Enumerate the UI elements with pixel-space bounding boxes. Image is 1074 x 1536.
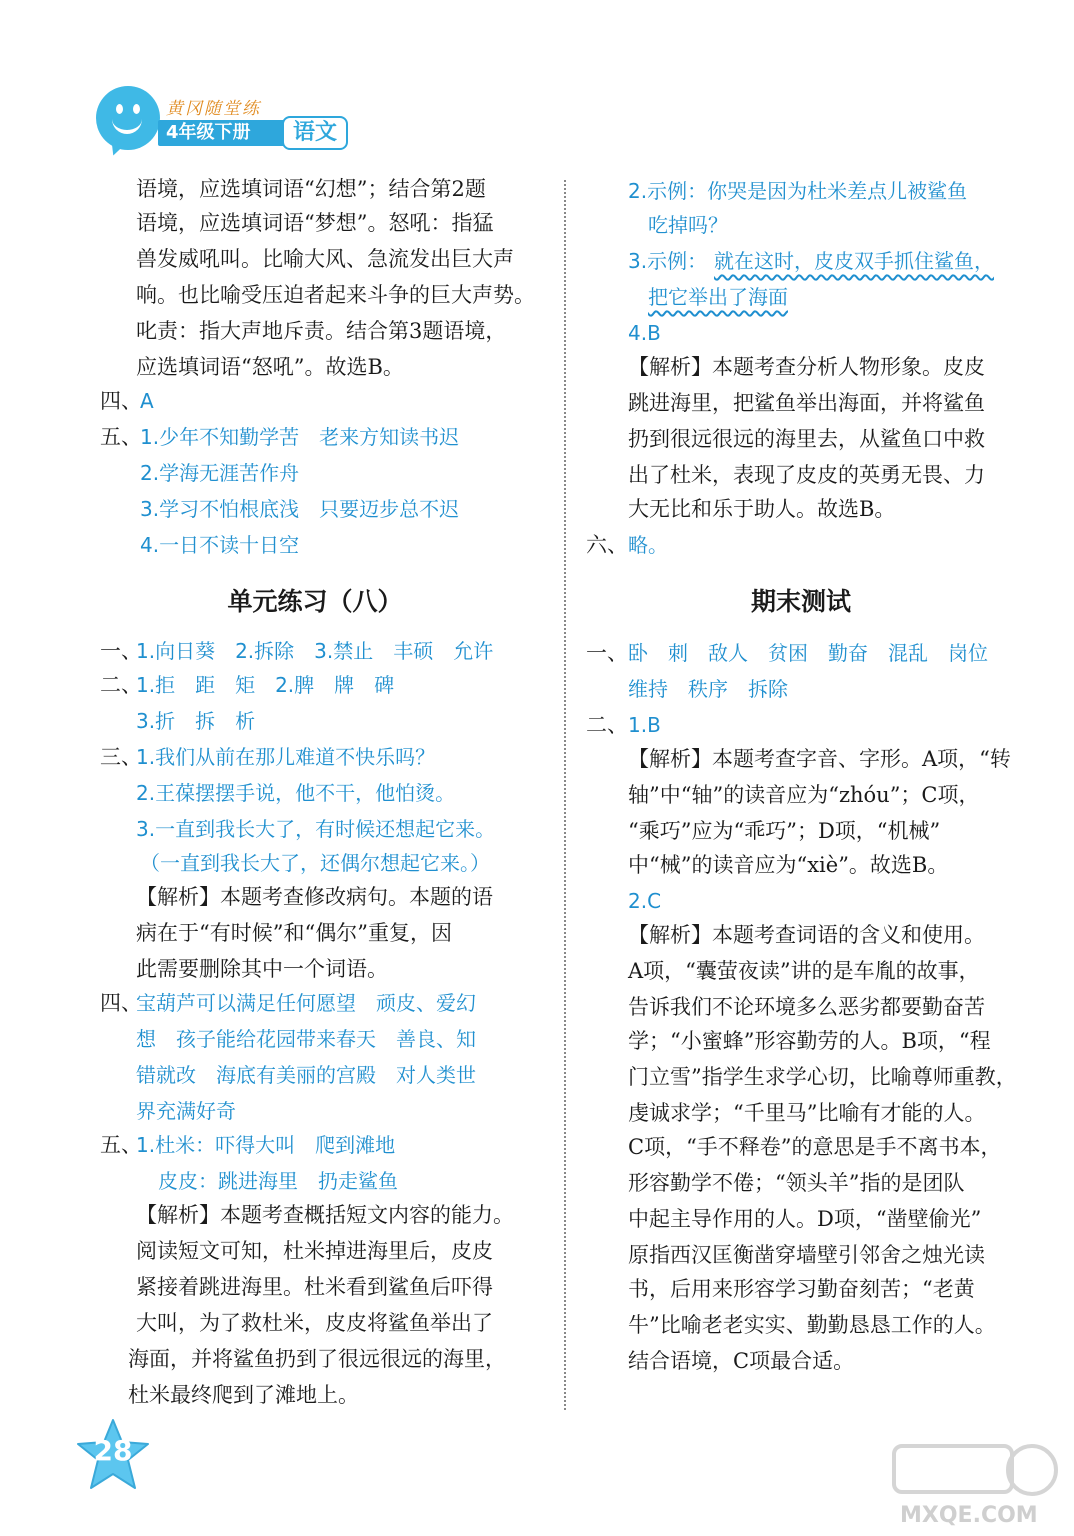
answer-text: 就在这时，皮皮双手抓住鲨鱼， <box>714 249 994 273</box>
answer-text: 2.学海无涯苦作舟 <box>140 461 300 485</box>
analysis-text: 出了杜米，表现了皮皮的英勇无畏、力 <box>628 463 985 487</box>
analysis-text: 杜米最终爬到了滩地上。 <box>128 1383 359 1407</box>
question-label: 二、 <box>586 713 628 737</box>
analysis-text: 大叫，为了救杜米，皮皮将鲨鱼举出了 <box>136 1311 493 1335</box>
answer-text: A <box>140 389 154 413</box>
answer-text: 3.示例： <box>628 249 708 273</box>
analysis-text: 【解析】本题考查修改病句。本题的语 <box>136 885 493 909</box>
answer-text: 维持 秩序 拆除 <box>628 677 788 701</box>
answer-text: 1.向日葵 2.拆除 3.禁止 丰硕 允许 <box>136 639 494 663</box>
answer-text: 2.示例：你哭是因为杜米差点儿被鲨鱼 <box>628 179 968 203</box>
question-label: 五、 <box>100 425 142 449</box>
analysis-text: 书，后用来形容学习勤奋刻苦；“老黄 <box>628 1277 975 1301</box>
text-line: 语境，应选填词语“梦想”。怒吼：指猛 <box>136 211 494 235</box>
text-line: 叱责：指大声地斥责。结合第3题语境， <box>136 319 507 343</box>
answer-text: 1.拒 距 矩 2.脾 牌 碑 <box>136 673 395 697</box>
analysis-text: 原指西汉匡衡凿穿墙壁引邻舍之烛光读 <box>628 1243 985 1267</box>
analysis-text: 牛”比喻老老实实、勤勤恳恳工作的人。 <box>628 1313 996 1337</box>
analysis-text: 形容勤学不倦；“领头羊”指的是团队 <box>628 1171 965 1195</box>
page-number: 28 <box>93 1434 133 1467</box>
subject-label: 语文 <box>282 116 348 150</box>
smiley-logo-icon <box>96 86 160 150</box>
analysis-text: 【解析】本题考查分析人物形象。皮皮 <box>628 355 985 379</box>
question-label: 一、 <box>586 641 628 665</box>
analysis-text: 【解析】本题考查词语的含义和使用。 <box>628 923 985 947</box>
question-label: 一、 <box>100 639 142 663</box>
analysis-text: C项，“手不释卷”的意思是手不离书本， <box>628 1135 1002 1159</box>
question-label: 五、 <box>100 1133 142 1157</box>
watermark-text: MXQE.COM <box>900 1503 1038 1528</box>
analysis-text: 紧接着跳进海里。杜米看到鲨鱼后吓得 <box>136 1275 493 1299</box>
analysis-text: 扔到很远很远的海里去，从鲨鱼口中救 <box>628 427 985 451</box>
analysis-text: 病在于“有时候”和“偶尔”重复，因 <box>136 921 452 945</box>
answer-text: 2.C <box>628 889 662 913</box>
answer-text: 界充满好奇 <box>136 1099 236 1123</box>
answer-text: （一直到我长大了，还偶尔想起它来。） <box>140 851 490 875</box>
analysis-text: 【解析】本题考查概括短文内容的能力。 <box>136 1203 514 1227</box>
analysis-text: 大无比和乐于助人。故选B。 <box>628 497 896 521</box>
answer-text: 宝葫芦可以满足任何愿望 顽皮、爱幻 <box>136 991 476 1015</box>
answer-text: 把它举出了海面 <box>648 285 788 309</box>
analysis-text: 告诉我们不论环境多么恶劣都要勤奋苦 <box>628 995 985 1019</box>
analysis-text: 门立雪”指学生求学心切，比喻尊师重教， <box>628 1065 1017 1089</box>
answer-text: 错就改 海底有美丽的宫殿 对人类世 <box>136 1063 476 1087</box>
watermark-logo-icon <box>890 1440 1060 1530</box>
answer-text: 2.王葆摆摆手说，他不干，他怕烫。 <box>136 781 456 805</box>
answer-text: 3.折 拆 析 <box>136 709 256 733</box>
answer-text: 皮皮：跳进海里 扔走鲨鱼 <box>158 1169 398 1193</box>
grade-label: 4年级下册 <box>158 120 296 146</box>
analysis-text: A项，“囊萤夜读”讲的是车胤的故事， <box>628 959 980 983</box>
answer-text: 4.B <box>628 321 661 345</box>
analysis-text: “乘巧”应为“乖巧”；D项，“机械” <box>628 819 941 843</box>
column-divider <box>564 180 566 1410</box>
text-line: 应选填词语“怒吼”。故选B。 <box>136 355 404 379</box>
question-label: 二、 <box>100 673 142 697</box>
analysis-text: 虔诚求学；“千里马”比喻有才能的人。 <box>628 1101 986 1125</box>
analysis-text: 学；“小蜜蜂”形容勤劳的人。B项，“程 <box>628 1029 991 1053</box>
analysis-text: 【解析】本题考查字音、字形。A项，“转 <box>628 747 1011 771</box>
answer-text: 1.少年不知勤学苦 老来方知读书迟 <box>140 425 460 449</box>
answer-text: 略。 <box>628 533 668 557</box>
analysis-text: 结合语境，C项最合适。 <box>628 1349 855 1373</box>
analysis-text: 海面，并将鲨鱼扔到了很远很远的海里， <box>128 1347 506 1371</box>
text-line: 兽发威吼叫。比喻大风、急流发出巨大声 <box>136 247 514 271</box>
question-label: 三、 <box>100 745 142 769</box>
analysis-text: 此需要删除其中一个词语。 <box>136 957 388 981</box>
analysis-text: 跳进海里，把鲨鱼举出海面，并将鲨鱼 <box>628 391 985 415</box>
series-title: 黄冈随堂练 <box>166 99 261 119</box>
answer-text: 4.一日不读十日空 <box>140 533 300 557</box>
answer-text: 3.学习不怕根底浅 只要迈步总不迟 <box>140 497 460 521</box>
question-label: 六、 <box>586 533 628 557</box>
text-line: 响。也比喻受压迫者起来斗争的巨大声势。 <box>136 283 535 307</box>
answer-text: 想 孩子能给花园带来春天 善良、知 <box>136 1027 476 1051</box>
answer-text: 1.B <box>628 713 661 737</box>
section-title: 单元练习（八） <box>227 587 403 616</box>
analysis-text: 轴”中“轴”的读音应为“zhóu”；C项， <box>628 783 980 807</box>
text-line: 语境，应选填词语“幻想”；结合第2题 <box>136 177 486 201</box>
answer-text: 3.一直到我长大了，有时候还想起它来。 <box>136 817 496 841</box>
question-label: 四、 <box>100 991 142 1015</box>
section-title: 期末测试 <box>750 587 851 616</box>
analysis-text: 中起主导作用的人。D项，“凿壁偷光” <box>628 1207 982 1231</box>
book-header <box>96 86 356 162</box>
answer-text: 1.杜米：吓得大叫 爬到滩地 <box>136 1133 396 1157</box>
analysis-text: 中“械”的读音应为“xiè”。故选B。 <box>628 853 949 877</box>
analysis-text: 阅读短文可知，杜米掉进海里后，皮皮 <box>136 1239 493 1263</box>
question-label: 四、 <box>100 389 142 413</box>
answer-text: 吃掉吗？ <box>648 213 728 237</box>
answer-text: 1.我们从前在那儿难道不快乐吗？ <box>136 745 436 769</box>
answer-text: 卧 刺 敌人 贫困 勤奋 混乱 岗位 <box>628 641 988 665</box>
